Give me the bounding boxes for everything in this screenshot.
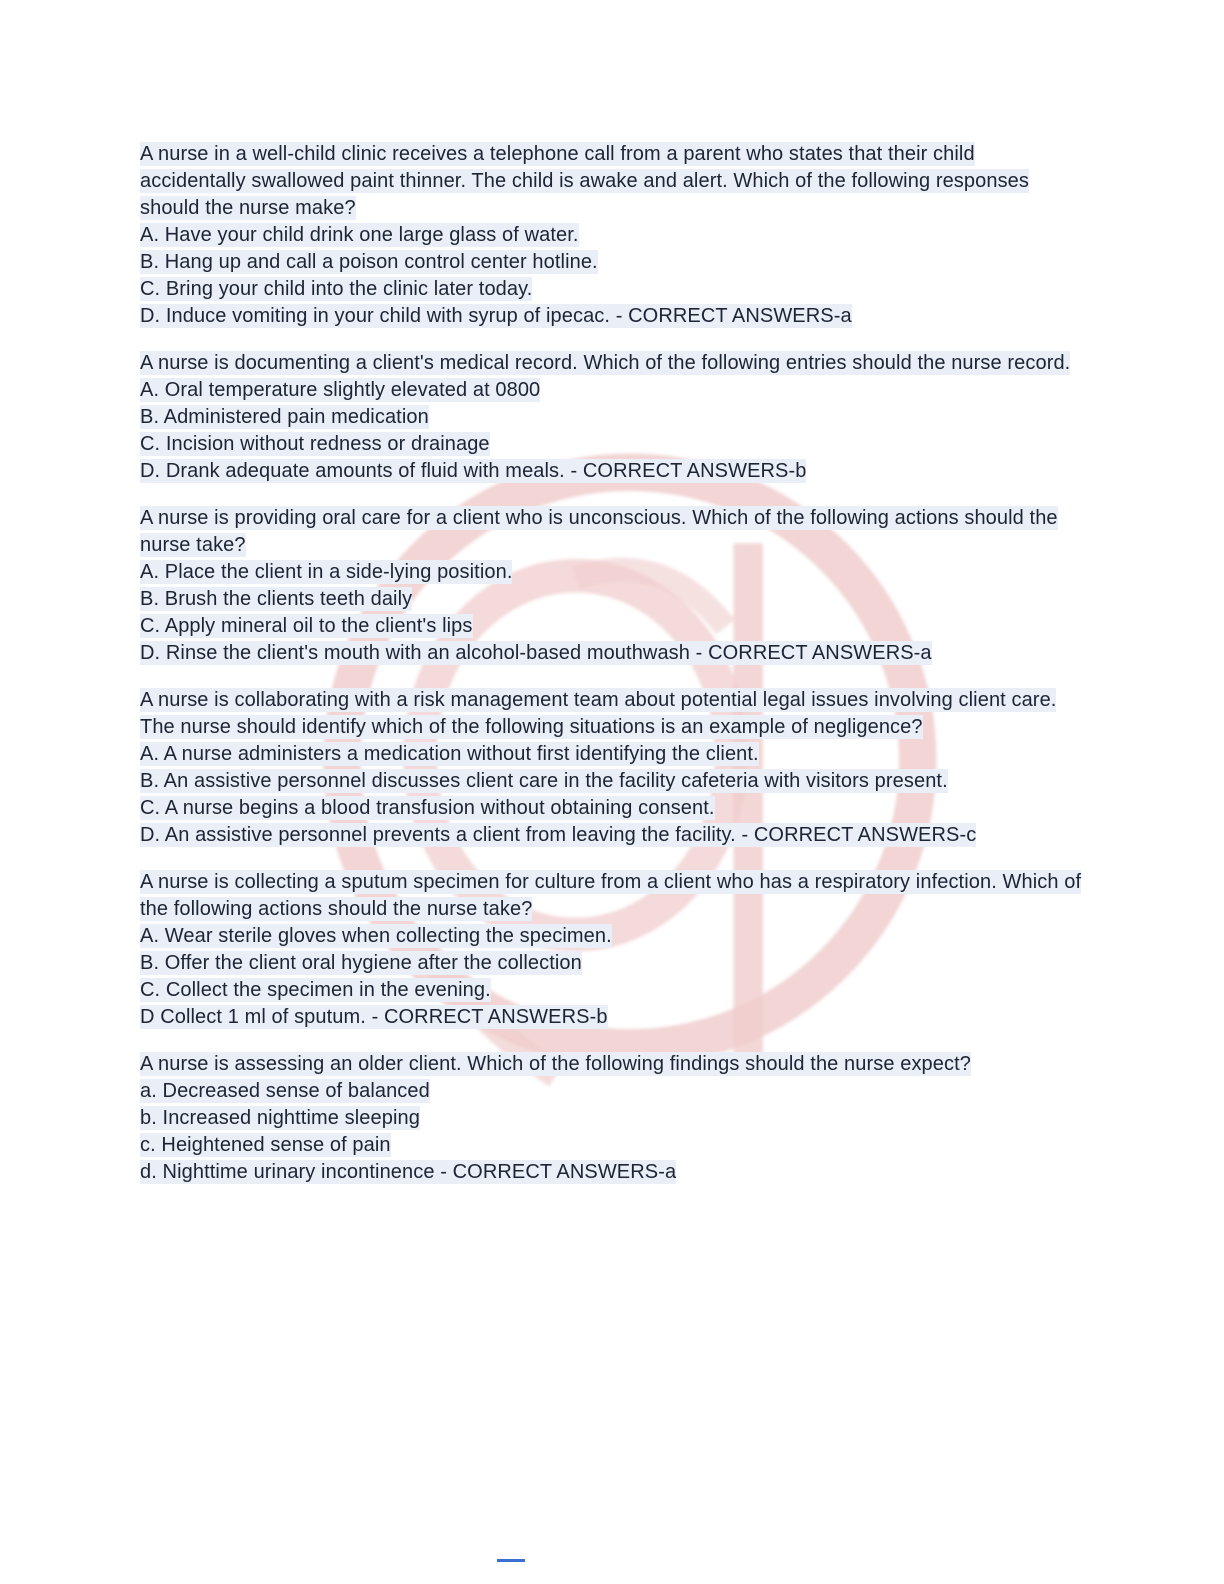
highlighted-text: C. Apply mineral oil to the client's lips bbox=[140, 615, 473, 637]
highlighted-text: D. Induce vomiting in your child with syrup of ipecac. - CORRECT ANSWERS-a bbox=[140, 305, 852, 327]
highlighted-text: B. Administered pain medication bbox=[140, 406, 429, 428]
highlighted-text: C. A nurse begins a blood transfusion without obtaining consent. bbox=[140, 797, 715, 819]
answer-option bbox=[140, 1105, 1086, 1132]
question-block bbox=[140, 505, 1086, 667]
highlighted-text: A nurse is collaborating with a risk management team about potential legal issues involving client care. The nurse should identify which of the following situations is an example of negligence? bbox=[140, 689, 1057, 738]
highlighted-text: A. Oral temperature slightly elevated at 0800 bbox=[140, 379, 541, 401]
answer-option bbox=[140, 404, 1086, 431]
highlighted-text: C. Incision without redness or drainage bbox=[140, 433, 490, 455]
answer-option bbox=[140, 822, 1086, 849]
answer-option bbox=[140, 795, 1086, 822]
highlighted-text: A nurse in a well-child clinic receives a telephone call from a parent who states that their child accidentally swallowed paint thinner. The child is awake and alert. Which of the following responses should the nurse make? bbox=[140, 143, 1030, 219]
highlighted-text: A nurse is documenting a client's medical record. Which of the following entries should the nurse record. bbox=[140, 352, 1071, 374]
answer-option bbox=[140, 1004, 1086, 1031]
question-block bbox=[140, 687, 1086, 849]
highlighted-text: D Collect 1 ml of sputum. - CORRECT ANSWERS-b bbox=[140, 1006, 608, 1028]
answer-option bbox=[140, 276, 1086, 303]
answer-option bbox=[140, 640, 1086, 667]
answer-option bbox=[140, 1159, 1086, 1186]
highlighted-text: b. Increased nighttime sleeping bbox=[140, 1107, 420, 1129]
question-block bbox=[140, 350, 1086, 485]
highlighted-text: C. Bring your child into the clinic later today. bbox=[140, 278, 533, 300]
highlighted-text: a. Decreased sense of balanced bbox=[140, 1080, 430, 1102]
question-stem bbox=[140, 505, 1086, 559]
answer-option bbox=[140, 586, 1086, 613]
question-stem bbox=[140, 1051, 1086, 1078]
answer-option bbox=[140, 977, 1086, 1004]
highlighted-text: A nurse is providing oral care for a client who is unconscious. Which of the following actions should the nurse take? bbox=[140, 507, 1058, 556]
answer-option bbox=[140, 559, 1086, 586]
highlighted-text: B. Offer the client oral hygiene after the collection bbox=[140, 952, 582, 974]
answer-option bbox=[140, 768, 1086, 795]
highlighted-text: A. Wear sterile gloves when collecting the specimen. bbox=[140, 925, 612, 947]
highlighted-text: A. A nurse administers a medication without first identifying the client. bbox=[140, 743, 759, 765]
question-block bbox=[140, 141, 1086, 330]
highlighted-text: B. Hang up and call a poison control center hotline. bbox=[140, 251, 598, 273]
footer-link-fragment bbox=[497, 1559, 525, 1562]
highlighted-text: A nurse is collecting a sputum specimen for culture from a client who has a respiratory infection. Which of the following actions should the nurse take? bbox=[140, 871, 1082, 920]
answer-option bbox=[140, 1078, 1086, 1105]
answer-option bbox=[140, 1132, 1086, 1159]
answer-option bbox=[140, 458, 1086, 485]
question-stem bbox=[140, 687, 1086, 741]
question-block bbox=[140, 1051, 1086, 1186]
question-block bbox=[140, 869, 1086, 1031]
highlighted-text: A nurse is assessing an older client. Which of the following findings should the nurse expect? bbox=[140, 1053, 971, 1075]
highlighted-text: d. Nighttime urinary incontinence - CORRECT ANSWERS-a bbox=[140, 1161, 677, 1183]
answer-option bbox=[140, 613, 1086, 640]
highlighted-text: B. An assistive personnel discusses client care in the facility cafeteria with visitors present. bbox=[140, 770, 948, 792]
highlighted-text: D. An assistive personnel prevents a client from leaving the facility. - CORRECT ANSWERS-c bbox=[140, 824, 977, 846]
answer-option bbox=[140, 950, 1086, 977]
highlighted-text: D. Drank adequate amounts of fluid with meals. - CORRECT ANSWERS-b bbox=[140, 460, 807, 482]
question-stem bbox=[140, 869, 1086, 923]
answer-option bbox=[140, 923, 1086, 950]
answer-option bbox=[140, 741, 1086, 768]
highlighted-text: D. Rinse the client's mouth with an alcohol-based mouthwash - CORRECT ANSWERS-a bbox=[140, 642, 932, 664]
answer-option bbox=[140, 431, 1086, 458]
answer-option bbox=[140, 249, 1086, 276]
highlighted-text: A. Place the client in a side-lying position. bbox=[140, 561, 513, 583]
question-stem bbox=[140, 350, 1086, 377]
highlighted-text: C. Collect the specimen in the evening. bbox=[140, 979, 491, 1001]
highlighted-text: c. Heightened sense of pain bbox=[140, 1134, 391, 1156]
answer-option bbox=[140, 377, 1086, 404]
highlighted-text: A. Have your child drink one large glass of water. bbox=[140, 224, 579, 246]
answer-option bbox=[140, 303, 1086, 330]
answer-option bbox=[140, 222, 1086, 249]
question-stem bbox=[140, 141, 1086, 222]
highlighted-text: B. Brush the clients teeth daily bbox=[140, 588, 413, 610]
